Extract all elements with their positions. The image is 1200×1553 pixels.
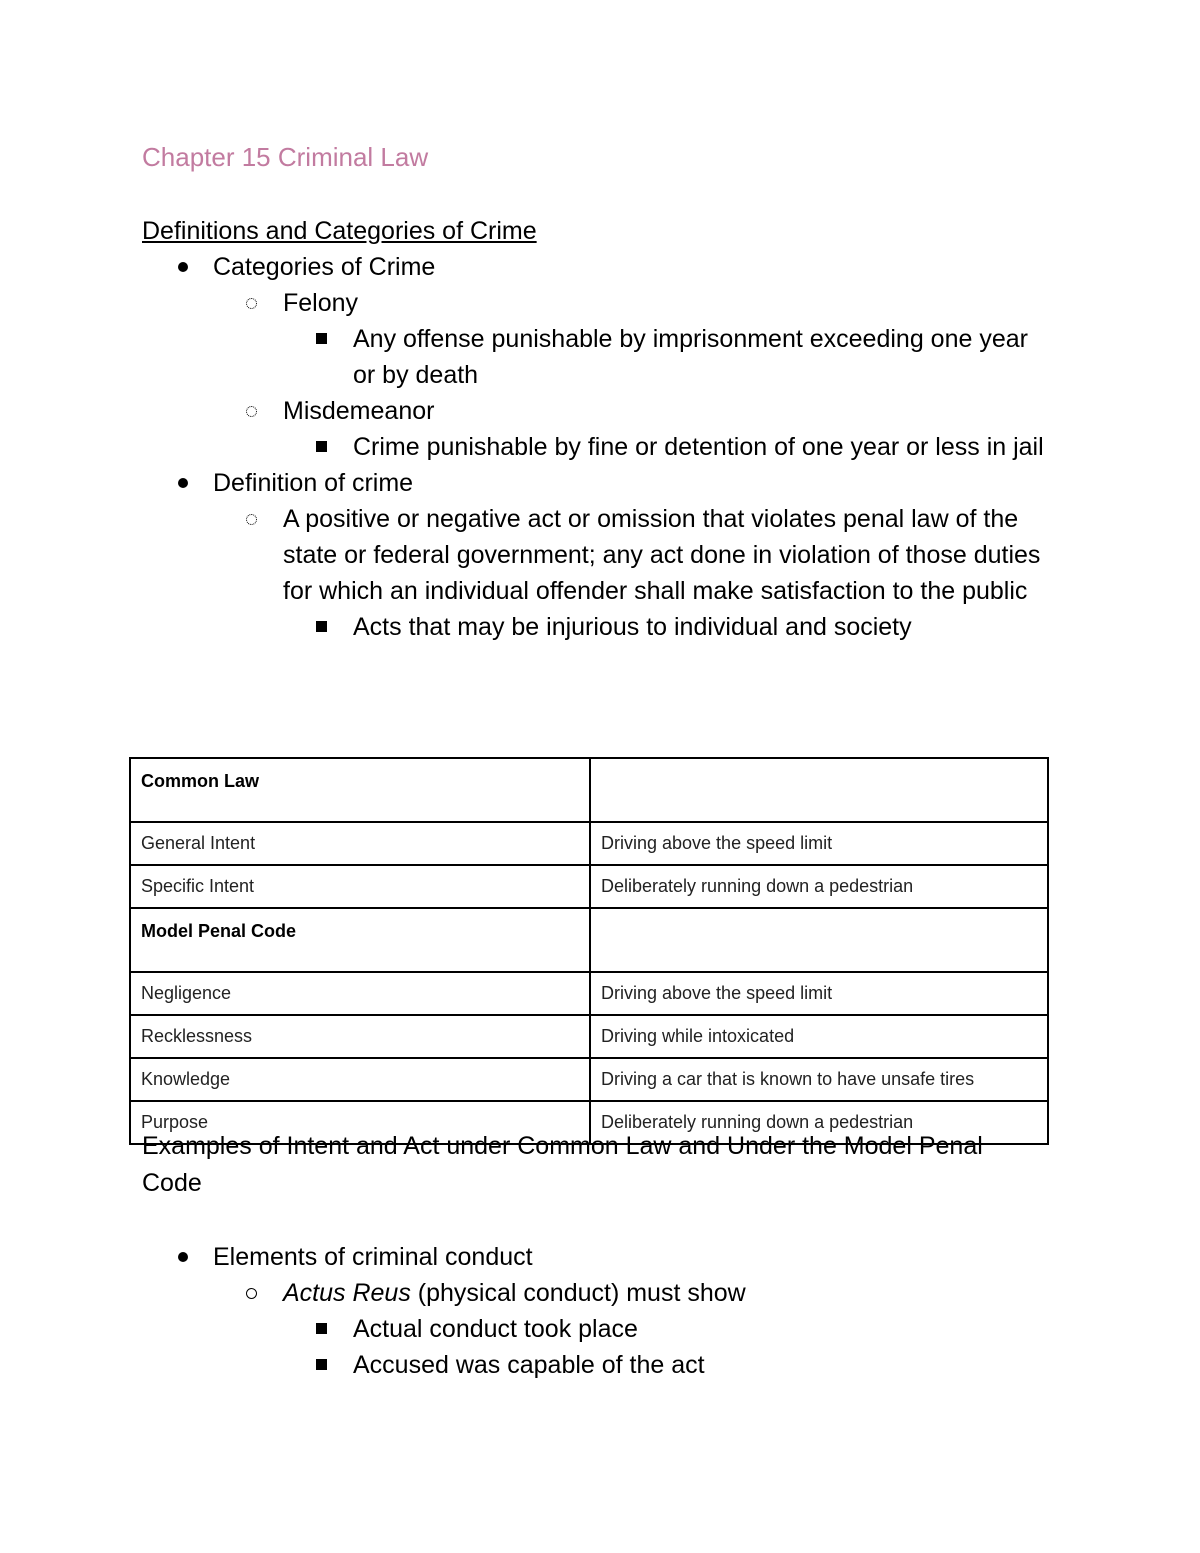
- bullet-hollow-icon: [246, 393, 257, 429]
- table-cell-example: Driving a car that is known to have unsafe tires: [590, 1058, 1048, 1101]
- list-item-text: Accused was capable of the act: [353, 1351, 705, 1379]
- list-item: [142, 393, 1052, 429]
- table-cell-example: Driving above the speed limit: [590, 972, 1048, 1015]
- table-row: [130, 822, 1048, 865]
- table-cell-example: Deliberately running down a pedestrian: [590, 1101, 1048, 1144]
- table-row: [130, 1015, 1048, 1058]
- table-row: [130, 972, 1048, 1015]
- list-item: [142, 1347, 1052, 1383]
- table-caption: Examples of Intent and Act under Common Law and Under the Model Penal Code: [142, 1132, 983, 1197]
- table-cell-term: Model Penal Code: [130, 908, 590, 972]
- list-item: [142, 1311, 1052, 1347]
- list-item: [142, 321, 1052, 393]
- bullet-hollow-icon: [246, 285, 257, 321]
- bullet-square-icon: [316, 1347, 327, 1383]
- table-cell-example: [590, 908, 1048, 972]
- table-section-row: [130, 908, 1048, 972]
- table-cell-term: Recklessness: [130, 1015, 590, 1058]
- list-item-text: Actual conduct took place: [353, 1315, 638, 1343]
- intent-table: [129, 757, 1049, 1145]
- table-cell-example: Driving above the speed limit: [590, 822, 1048, 865]
- bullet-hollow-icon: [246, 1275, 257, 1311]
- actus-reus-term: Actus Reus: [283, 1279, 411, 1307]
- table-cell-term: General Intent: [130, 822, 590, 865]
- table-cell-example: Driving while intoxicated: [590, 1015, 1048, 1058]
- bullet-square-icon: [316, 429, 327, 465]
- table-row: [130, 865, 1048, 908]
- table-cell-example: Deliberately running down a pedestrian: [590, 865, 1048, 908]
- list-item-text: (physical conduct) must show: [410, 1279, 746, 1307]
- bullet-hollow-icon: [246, 501, 257, 537]
- table-cell-example: [590, 758, 1048, 822]
- bullet-filled-icon: [178, 1239, 188, 1275]
- table-cell-term: Common Law: [130, 758, 590, 822]
- list-item: [142, 249, 1052, 285]
- table-section-row: [130, 758, 1048, 822]
- list-item: [142, 1239, 1052, 1275]
- bullet-square-icon: [316, 609, 327, 645]
- list-item-text: Misdemeanor: [283, 397, 435, 425]
- bullet-filled-icon: [178, 249, 188, 285]
- list-item-text: Any offense punishable by imprisonment exceeding one year or by death: [353, 325, 1028, 389]
- list-item: [142, 429, 1052, 465]
- bullet-square-icon: [316, 1311, 327, 1347]
- list-item-text: Acts that may be injurious to individual and society: [353, 613, 912, 641]
- list-item: [142, 609, 1052, 645]
- list-item: [142, 285, 1052, 321]
- table-cell-term: Specific Intent: [130, 865, 590, 908]
- list-item-text: Felony: [283, 289, 359, 317]
- list-item-text: Elements of criminal conduct: [213, 1243, 533, 1271]
- list-item-text: Categories of Crime: [213, 253, 436, 281]
- list-item-text: Crime punishable by fine or detention of one year or less in jail: [353, 433, 1044, 461]
- list-item: [142, 501, 1052, 609]
- table-cell-term: Negligence: [130, 972, 590, 1015]
- list-item: [142, 1275, 1052, 1311]
- table-row: [130, 1058, 1048, 1101]
- list-item-text: A positive or negative act or omission that violates penal law of the state or federal government; any act done in violation of those duties for which an individual offender shall make satisfaction to the public: [283, 505, 1041, 605]
- page-title: Chapter 15 Criminal Law: [142, 142, 429, 172]
- table-cell-term: Knowledge: [130, 1058, 590, 1101]
- elements-outline: [142, 1239, 1052, 1383]
- section-heading: Definitions and Categories of Crime: [142, 217, 537, 245]
- bullet-filled-icon: [178, 465, 188, 501]
- intent-table-body: [130, 758, 1048, 1144]
- crime-outline: [142, 249, 1052, 645]
- list-item-text: Definition of crime: [213, 469, 414, 497]
- list-item: [142, 465, 1052, 501]
- bullet-square-icon: [316, 321, 327, 357]
- table-cell-term: Purpose: [130, 1101, 590, 1144]
